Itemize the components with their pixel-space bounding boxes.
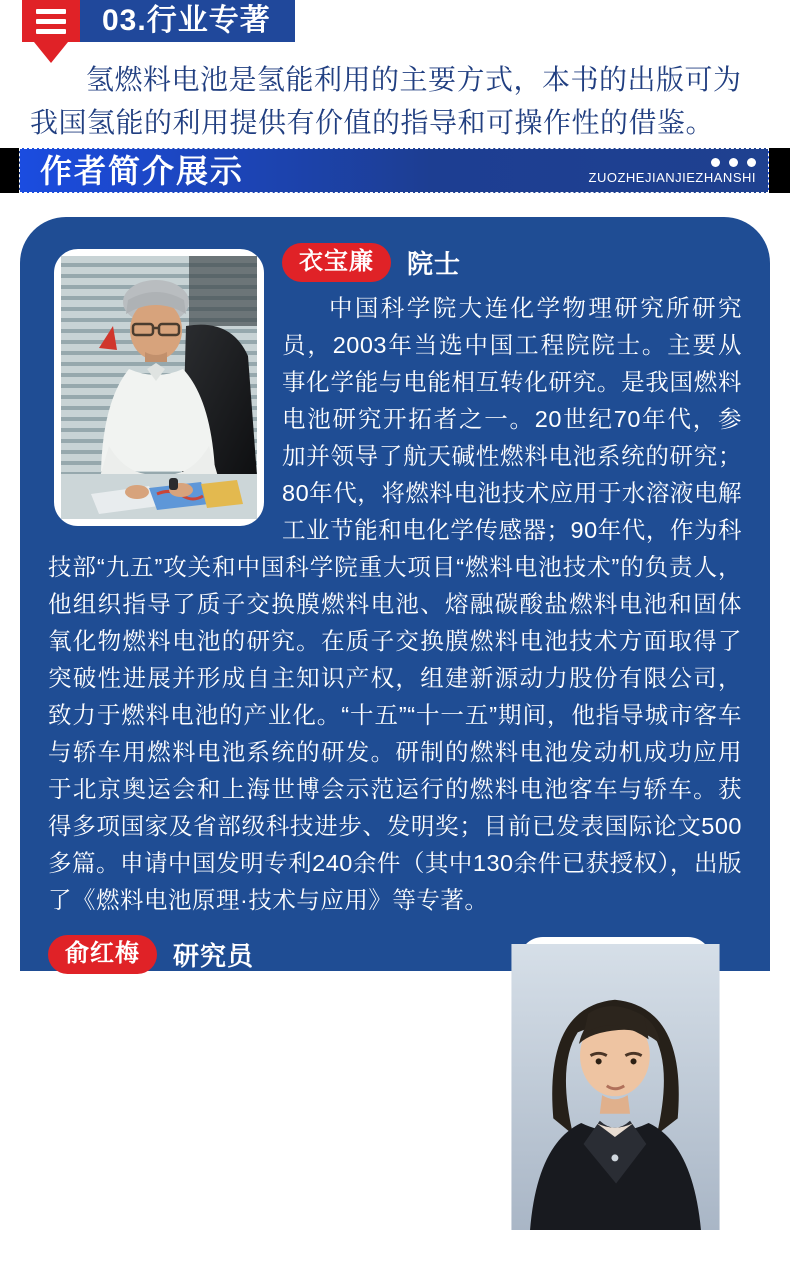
author-section-subtitle-block (589, 158, 768, 184)
three-dots-icon (589, 158, 756, 167)
author1-badge-row (282, 243, 742, 282)
section-number-header (0, 0, 790, 42)
author1-name-badge: 衣宝廉 (282, 243, 391, 282)
author1-bio: 中国科学院大连化学物理研究所研究员，2003年当选中国工程院院士。主要从事化学能与电能相互转化研究。是我国燃料电池研究开拓者之一。20世纪70年代，参加并领导了航天碱性燃料电池系统的研究；80年代，将燃料电池技术应用于水溶液电解工业节能和电化学传感器；90年代，作为科技部“九五”攻关和中国科学院重大项目“燃料电池技术”的负责人，他组织指导了质子交换膜燃料电池、熔融碳酸盐燃料电池和固体氧化物燃料电池的研究。在质子交换膜燃料电池技术方面取得了突破性进展并形成自主知识产权，组建新源动力股份有限公司，致力于燃料电池的产业化。“十五”“十一五”期间，他指导城市客车与轿车用燃料电池系统的研发。研制的燃料电池发动机成功应用于北京奥运会和上海世博会示范运行的燃料电池客车与轿车。获得多项国家及省部级科技进步、发明奖；目前已发表国际论文500多篇。申请中国发明专利240余件（其中130余件已获授权），出版了《燃料电池原理·技术与应用》等专著。 (48, 295, 742, 913)
author2-bio: 中国科学院大连化学物理研究所首席研究员，国家燃料电池与液流电池标准委员会委员兼副秘书长，全国电力储能标准委员会委员，《电源技术》、《可再生能源》编委。主要研究方向为燃料电池和电解制氢。承担国家重点研发计划项目、国家自然基金联合基金重点项目、国家863课题、企业项目等。累计在国内外重要学术期刊上发表论文 (48, 987, 600, 1272)
hamburger-icon (36, 9, 66, 14)
author1-title: 院士 (407, 249, 462, 279)
author2-title: 研究员 (173, 941, 255, 971)
section-number-title: 03.行业专著 (80, 0, 295, 42)
author-section-subtitle: ZUOZHEJIANJIEZHANSHI (588, 169, 756, 185)
author1-photo (54, 249, 264, 526)
author2-block (48, 935, 742, 1278)
author-section-title: 作者简介展示 (40, 152, 245, 189)
author2-name-badge: 俞红梅 (48, 935, 157, 974)
author2-badge-row (48, 935, 503, 974)
red-ribbon-marker (22, 0, 80, 42)
elderly-man-at-desk-photo (61, 256, 257, 519)
author1-block (48, 243, 742, 919)
author-section-band (0, 148, 790, 193)
author-bio-card (20, 217, 770, 1272)
author2-photo (519, 937, 712, 1237)
woman-portrait-photo (526, 944, 705, 1230)
intro-paragraph: 氢燃料电池是氢能利用的主要方式，本书的出版可为我国氢能的利用提供有价值的指导和可操作性的借鉴。 (30, 64, 742, 138)
